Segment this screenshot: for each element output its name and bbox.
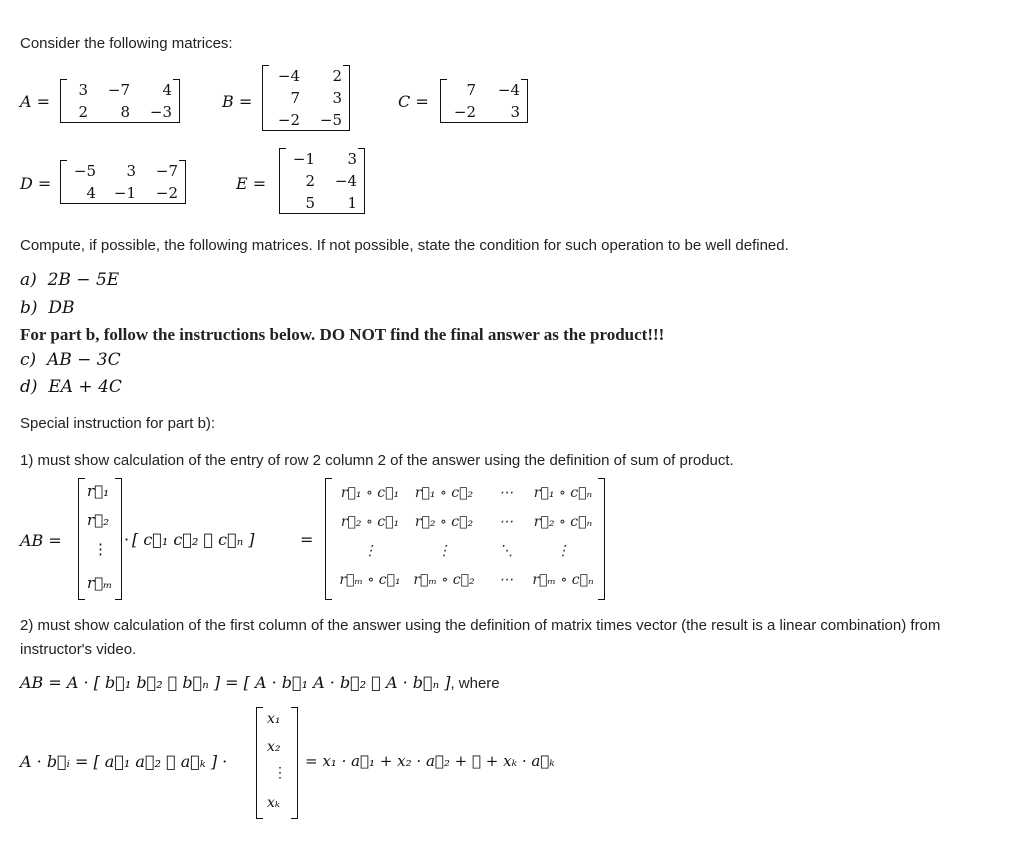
product-entry: r⃗₁ ∘ c⃗₂ [414,485,474,501]
row-rm: r⃗ₘ [87,574,113,592]
matrix-d-entry: −2 [155,184,178,202]
rowcol-eq: = [300,530,314,549]
x-entry-k: xₖ [267,795,281,811]
instruction-1: 1) must show calculation of the entry of row 2 column 2 of the answer using the definition of sum of product. [20,452,734,469]
matrix-e-label: E = [236,174,267,193]
rowcol-cdot: · [124,530,130,549]
column-formula-where: , where [450,675,500,692]
task-text: Compute, if possible, the following matrices. If not possible, state the condition for such operation to be well defined. [20,237,789,254]
matrix-d-entry: 4 [86,184,96,202]
matrix-b [262,65,350,131]
matrix-e-entry: −4 [334,172,357,190]
product-entry: r⃗₁ ∘ c⃗ₙ [533,485,593,501]
special-instruction: Special instruction for part b): [20,415,216,432]
matrix-e-entry: 5 [305,194,315,212]
part-a-letter: a) [20,270,37,290]
matrix-d [60,160,186,204]
matrix-c-entry: 7 [466,81,476,99]
rowcol-lhs: AB = [20,531,62,550]
row-r1: r⃗₁ [87,482,110,500]
matrix-c-label: C = [398,92,429,111]
matrix-b-entry: −5 [319,111,342,129]
part-d-letter: d) [20,377,38,397]
column-vector-row: [ c⃗₁ c⃗₂ ⋯ c⃗ₙ ] [132,530,255,549]
row-vector-matrix [78,478,122,600]
matrix-d-entry: −5 [73,162,96,180]
matrix-a-entry: −3 [149,103,172,121]
matrix-e-entry: −1 [292,150,315,168]
matrix-b-entry: −2 [277,111,300,129]
x-vector [256,707,298,819]
matrix-b-entry: 3 [332,89,342,107]
product-entry: ⋯ [499,485,513,501]
matrix-b-label: B = [222,92,253,111]
bracket-mask [447,76,521,126]
matrix-e-entry: 2 [305,172,315,190]
part-b-letter: b) [20,298,38,318]
product-entry: r⃗₂ ∘ c⃗₂ [414,514,474,530]
matrix-a [60,79,180,123]
product-entry: r⃗₂ ∘ c⃗₁ [340,514,400,530]
x-entry-1: x₁ [267,711,281,727]
matrix-b-entry: 7 [290,89,300,107]
product-entry: ⋮ [363,543,377,559]
product-entry: ⋮ [556,543,570,559]
x-entry-2: x₂ [267,739,281,755]
part-c [20,350,121,370]
product-entry: r⃗₂ ∘ c⃗ₙ [533,514,593,530]
part-a-expr: 2B − 5E [47,270,120,290]
matrix-d-entry: 3 [126,162,136,180]
matrix-c-entry: 3 [510,103,520,121]
matrix-d-label: D = [20,174,52,193]
matrix-c [440,79,528,123]
matrix-e-entry: 1 [347,194,357,212]
part-d [20,377,122,397]
product-entry: ⋯ [499,514,513,530]
matrix-a-entry: 8 [120,103,130,121]
matrix-e [279,148,365,214]
product-entry: ⋱ [499,543,513,559]
product-entry: ⋯ [499,572,513,588]
matrix-a-entry: 2 [78,103,88,121]
part-b-warning: For part b, follow the instructions below. DO NOT find the final answer as the product!!! [20,325,665,344]
matrix-c-entry: −2 [453,103,476,121]
row-vdots: ⋮ [93,540,108,558]
matrix-a-entry: 4 [162,81,172,99]
bracket-mask [67,157,179,207]
matrix-d-entry: −7 [155,162,178,180]
product-entry: ⋮ [437,543,451,559]
instruction-2: 2) must show calculation of the first column of the answer using the definition of matrix times vector (the result is a linear combination) from instructor's video. [20,617,941,658]
x-entry-vdots: ⋮ [273,765,287,781]
column-formula-expr: AB = A · [ b⃗₁ b⃗₂ ⋯ b⃗ₙ ] = [ A · b⃗₁ A · b⃗₂ ⋯ A · b⃗ₙ ] [20,673,451,692]
part-c-letter: c) [20,350,37,370]
bracket-mask [269,62,343,134]
lincomb-lhs: A · b⃗ᵢ = [ a⃗₁ a⃗₂ ⋯ a⃗ₖ ] · [20,752,228,771]
matrix-e-entry: 3 [347,150,357,168]
matrix-d-entry: −1 [113,184,136,202]
product-entry: r⃗ₘ ∘ c⃗₁ [339,572,401,588]
part-d-expr: EA + 4C [48,377,122,397]
bracket-mask [286,145,358,217]
matrix-c-entry: −4 [497,81,520,99]
matrix-b-entry: −4 [277,67,300,85]
matrix-a-entry: −7 [107,81,130,99]
matrix-a-label: A = [20,92,51,111]
row-r2: r⃗₂ [87,511,110,529]
matrix-b-entry: 2 [332,67,342,85]
intro-text: Consider the following matrices: [20,35,233,52]
part-b-expr: DB [48,298,75,318]
part-c-expr: AB − 3C [46,350,121,370]
product-entry: r⃗₁ ∘ c⃗₁ [340,485,400,501]
product-entry: r⃗ₘ ∘ c⃗ₙ [532,572,594,588]
bracket-mask [67,76,173,126]
part-a [20,270,119,290]
column-formula [20,673,500,692]
lincomb-rhs: = x₁ · a⃗₁ + x₂ · a⃗₂ + ⋯ + xₖ · a⃗ₖ [305,752,555,770]
matrix-a-entry: 3 [78,81,88,99]
product-entry: r⃗ₘ ∘ c⃗₂ [413,572,475,588]
part-b [20,298,74,318]
product-matrix [325,478,605,600]
